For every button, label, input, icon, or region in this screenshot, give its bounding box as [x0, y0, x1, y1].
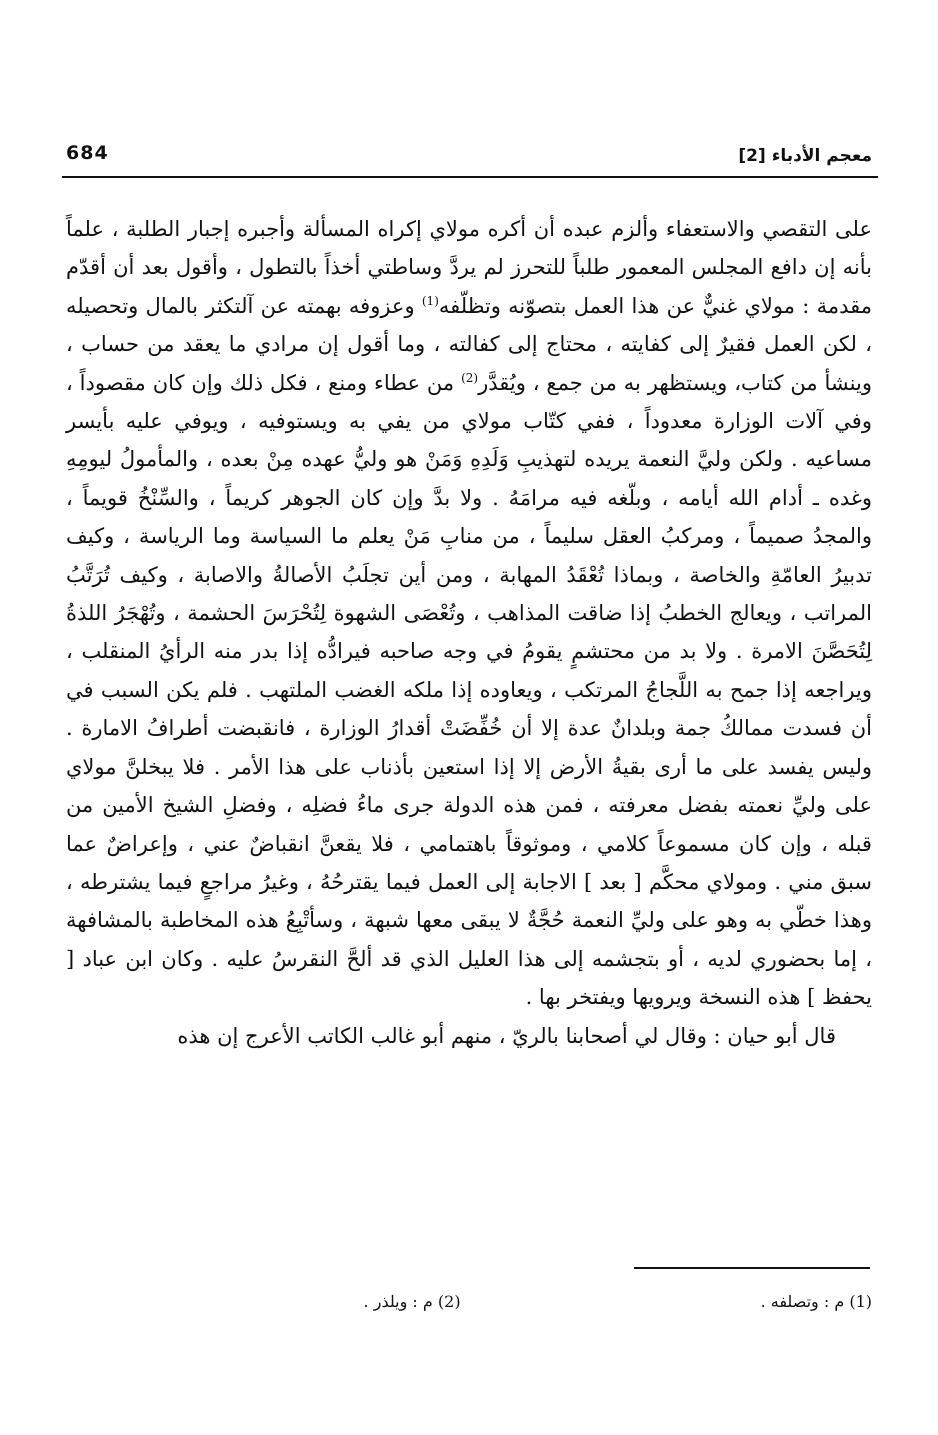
text-line: آلتكثر بالمال وتحصيله ، لكن العمل فقيرٌ إلى كفايته ، محتاج إلى كفالته ، وما أقول: [66, 293, 872, 357]
paragraph: [66, 210, 872, 1017]
text-line: ومركبُ العقل سليماً ، من منابِ مَنْ يعلم ما السياسة وما الرياسة ، وكيف تدبيرُ العامّةِ: [66, 524, 872, 587]
text-line: هذه الدولة جرى ماءُ فضلِه ، وفضلِ الشيخ الأمين من قبله ، وإن كان مسموعاً: [66, 793, 872, 856]
text-line: على التقصي والاستعفاء وألزم عبده أن أكره مولاي إكراه المسألة وأجبره إجبار الطلبة ،: [111, 217, 872, 241]
text-line: وهذا خطّي به وهو على وليِّ النعمة حُجَّةٌ لا يبقى معها شبهة ، وسأتْبِعُ هذه المخاطبة: [159, 908, 872, 933]
footnotes: [66, 1290, 872, 1314]
text-line: كلامي ، وموثوقاً باهتمامي ، فلا يقعنَّ انقباضٌ عني ، وإعراضٌ عما سبق مني .: [66, 831, 872, 894]
header-rule: [62, 176, 878, 178]
body-text: [66, 210, 872, 1055]
footnote-marker: (2): [461, 370, 479, 385]
text-line: وعزوفه بهمته عن: [260, 293, 422, 318]
text-line: عطاء ومنع ، فكل ذلك وإن كان مقصوداً ، وفي آلات الوزارة معدوداً ، ففي كتّاب: [66, 370, 872, 434]
footnote: (2) م : ويلذر .: [363, 1292, 461, 1311]
page-number: 684: [66, 142, 109, 164]
text-line: المراتب ، ويعالج الخطبُ إذا ضاقت المذاهب ، وتُعْصَى الشهوة لِتُحْرَسَ الحشمة ،: [172, 601, 872, 626]
running-head: معجم الأدباء [2]: [738, 146, 872, 166]
text-line: وتُهْجَرُ اللذةُ لِتُحَصَّنَ الامرة . ولا بد من محتشمٍ يقومُ في وجه صاحبه فيرادُّه إذا بدر منه: [66, 601, 872, 664]
footnote-marker: (1): [421, 293, 439, 308]
text-line: بالمشافهة ، إما بحضوري لديه ، أو بتجشمه إلى هذا العليل الذي قد ألحَّ النقرسُ: [66, 908, 872, 971]
text-line: أقدارُ الوزارة ، فانقبضت أطرافُ الامارة . وليس يفسد على ما أرى بقيةُ الأرض إلا إذا: [66, 716, 872, 779]
text-line: الملتهب . فلم يكن السبب في أن فسدت ممالكُ جمة وبلدانٌ عدة إلا أن خُفِّضَتْ: [66, 677, 872, 741]
text-line: مولاي من يفي به ويستوفيه ، ويوفي عليه بأيسر مساعيه . ولكن وليَّ النعمة يريده: [66, 409, 872, 472]
text-line: وبلّغه فيه مرامَهُ . ولا بدَّ وإن كان الجوهر كريماً ، والسِّنْخُ قويماً ، والمجدُ صميماً ،: [66, 485, 872, 549]
text-line: والخاصة ، وبماذا تُعْقَدُ المهابة ، ومن أين تجلَبُ الأصالةُ والاصابة ، وكيف تُرَتَّبُ: [66, 562, 761, 587]
text-line: لتهذيبِ وَلَدِهِ وَمَنْ هو وليُّ عهده مِنْ بعده ، والمأمولُ ليومِهِ وغده ـ أدام الله أيامه ،: [66, 447, 872, 510]
paragraph: [66, 1017, 872, 1055]
footnote-rule: [634, 1267, 870, 1269]
text-line: ومولاي محكَّم [ بعد ] الاجابة إلى العمل فيما يقترحُهُ ، وغيرُ مراجعٍ فيما يشترطه ،: [66, 869, 768, 894]
text-line: علماً بأنه إن دافع المجلس المعمور طلباً للتحرز لم يردَّ وساطتي أخذاً بالتطول ، وأقول: [66, 217, 872, 280]
text-line: عليه . وكان ابن عباد [ يحفظ ] هذه النسخة ويرويها ويفتخر بها .: [66, 946, 872, 1010]
text-line: بعد أن أقدّم مقدمة : مولاي غنيٌّ عن هذا العمل بتصوّنه وتظلّفه: [66, 255, 872, 318]
text-line: من: [426, 370, 462, 395]
text-line: إن مرادي ما يعقد من حساب ، وينشأ من كتاب، ويستظهر به من جمع ، ويُقدَّر: [66, 332, 872, 395]
text-line: استعين بأذناب على هذا الأمر . فلا يبخلنَّ مولاي على وليِّ نعمته بفضل معرفته ، فمن: [66, 754, 872, 818]
footnote: (1) م : وتصلفه .: [760, 1292, 872, 1311]
text-line: الرأيُ المنقلب ، ويراجعه إذا جمح به اللَّجاجُ المرتكب ، ويعاوده إذا ملكه الغضب: [66, 639, 872, 702]
text-line: قال أبو حيان : وقال لي أصحابنا بالريّ ، منهم أبو غالب الكاتب الأعرج إن هذه: [177, 1023, 836, 1048]
